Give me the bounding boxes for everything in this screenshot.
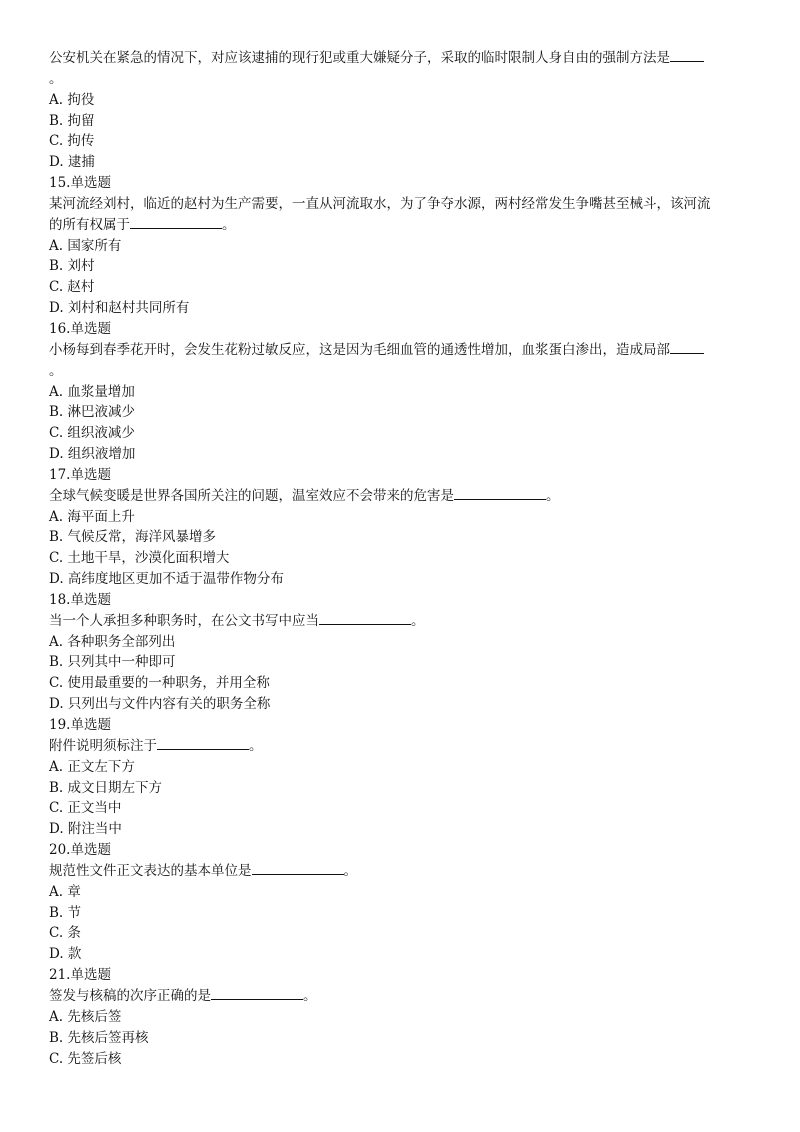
option-b: B. 节	[49, 904, 82, 921]
question-18-stem	[49, 611, 749, 632]
option-a: A. 国家所有	[49, 237, 122, 254]
question-17-header: 17.单选题	[49, 466, 111, 483]
option-a: A. 各种职务全部列出	[49, 633, 176, 650]
option-d: D. 逮捕	[49, 154, 95, 171]
question-16-stem	[49, 340, 749, 361]
question-text: 小杨每到春季花开时，会发生花粉过敏反应，这是因为毛细血管的通透性增加，血浆蛋白渗出，造成局部	[49, 341, 670, 358]
answer-blank	[454, 486, 546, 500]
question-17-stem	[49, 486, 749, 507]
question-text: 。	[249, 737, 263, 754]
question-text: 的所有权属于	[49, 216, 130, 233]
answer-blank	[670, 48, 704, 62]
option-a: A. 先核后签	[49, 1008, 122, 1025]
question-15-header: 15.单选题	[49, 175, 111, 192]
question-19-header: 19.单选题	[49, 717, 111, 733]
question-text: 全球气候变暖是世界各国所关注的问题，温室效应不会带来的危害是	[49, 487, 454, 504]
option-b: B. 刘村	[49, 258, 95, 275]
question-18-header: 18.单选题	[49, 591, 111, 608]
question-15-stem: 某河流经刘村，临近的赵村为生产需要，一直从河流取水，为了争夺水源，两村经常发生争嘴甚至械斗，该河流	[49, 195, 711, 212]
question-21-stem	[49, 986, 749, 1007]
question-19-stem	[49, 736, 749, 757]
question-21-header: 21.单选题	[49, 967, 111, 984]
option-d: D. 附注当中	[49, 821, 122, 838]
option-c: C. 拘传	[49, 133, 95, 150]
option-b: B. 只列其中一种即可	[49, 654, 176, 671]
option-a: A. 章	[49, 883, 81, 900]
option-b: B. 先核后签再核	[49, 1029, 149, 1046]
option-c: C. 使用最重要的一种职务，并用全称	[49, 675, 270, 692]
answer-blank	[211, 986, 303, 1000]
question-text: 。	[303, 987, 317, 1004]
question-14-stem-end: 。	[49, 70, 63, 87]
option-c: C. 组织液减少	[49, 425, 135, 442]
question-text: 签发与核稿的次序正确的是	[49, 987, 211, 1004]
option-c: C. 正文当中	[49, 800, 122, 817]
question-text: 当一个人承担多种职务时，在公文书写中应当	[49, 612, 319, 629]
question-text: 规范性文件正文表达的基本单位是	[49, 862, 252, 879]
question-text: 。	[222, 216, 236, 233]
option-b: B. 气候反常，海洋风暴增多	[49, 529, 217, 546]
option-d: D. 组织液增加	[49, 446, 136, 463]
answer-blank	[252, 861, 344, 875]
question-text: 附件说明须标注于	[49, 737, 157, 754]
option-d: D. 刘村和赵村共同所有	[49, 300, 190, 317]
answer-blank	[157, 736, 249, 750]
question-16-stem-end: 。	[49, 362, 63, 379]
option-c: C. 赵村	[49, 279, 95, 296]
answer-blank	[319, 611, 411, 625]
answer-blank	[130, 215, 222, 229]
option-b: B. 成文日期左下方	[49, 779, 163, 796]
option-a: A. 拘役	[49, 91, 95, 108]
question-text: 。	[546, 487, 560, 504]
option-a: A. 海平面上升	[49, 508, 135, 525]
option-d: D. 只列出与文件内容有关的职务全称	[49, 696, 271, 713]
option-a: A. 正文左下方	[49, 758, 135, 775]
question-20-stem	[49, 861, 749, 882]
option-d: D. 高纬度地区更加不适于温带作物分布	[49, 571, 284, 588]
question-16-header: 16.单选题	[49, 320, 111, 337]
option-d: D. 款	[49, 946, 82, 963]
question-text: 公安机关在紧急的情况下，对应该逮捕的现行犯或重大嫌疑分子，采取的临时限制人身自由的强制方法是	[49, 50, 670, 66]
option-b: B. 拘留	[49, 112, 95, 129]
question-text: 。	[411, 612, 425, 629]
option-c: C. 土地干旱，沙漠化面积增大	[49, 550, 230, 567]
question-20-header: 20.单选题	[49, 842, 111, 859]
answer-blank	[670, 340, 704, 354]
option-c: C. 先签后核	[49, 1050, 122, 1067]
question-text: 。	[343, 862, 357, 879]
option-a: A. 血浆量增加	[49, 383, 135, 400]
exam-page	[49, 48, 749, 1069]
option-c: C. 条	[49, 925, 81, 942]
option-b: B. 淋巴液减少	[49, 404, 136, 421]
question-14-stem	[49, 48, 749, 69]
question-15-stem-end	[49, 215, 749, 236]
